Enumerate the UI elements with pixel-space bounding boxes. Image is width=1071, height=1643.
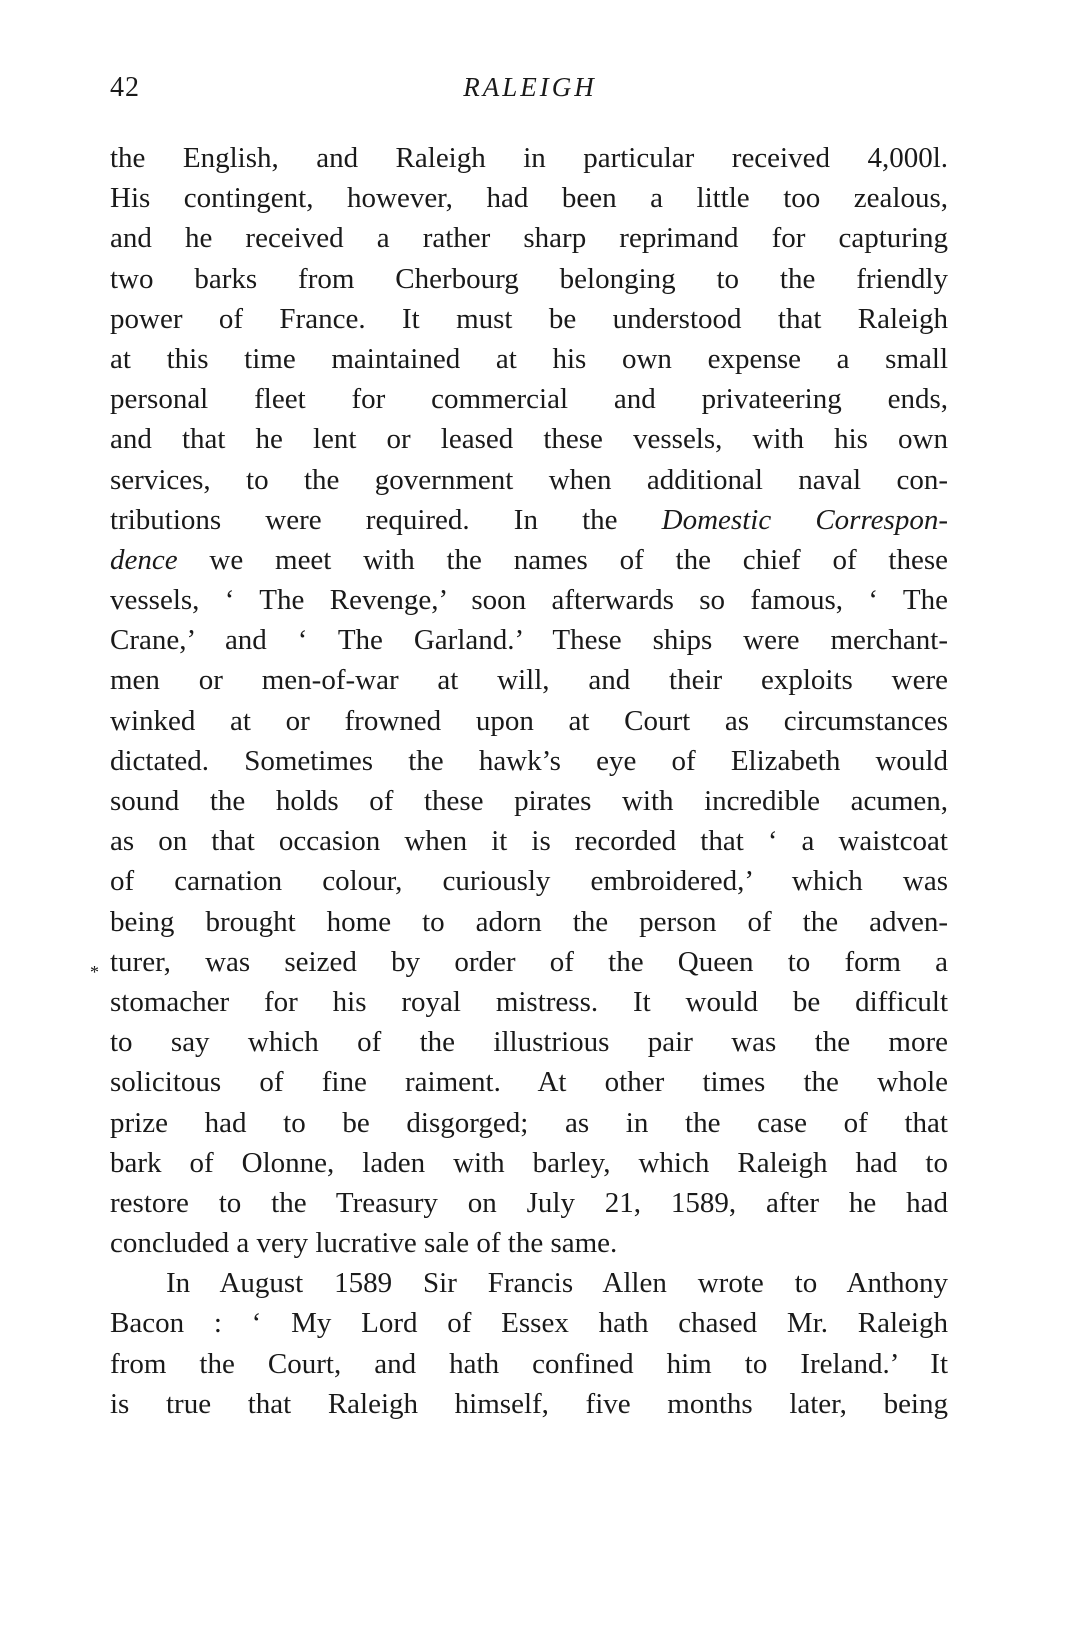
text-line: His contingent, however, had been a little too zealous,	[110, 182, 948, 215]
text-line: In August 1589 Sir Francis Allen wrote to Anthony	[166, 1267, 948, 1300]
text-line: stomacher for his royal mistress. It would be difficult	[110, 985, 948, 1018]
text-segment: we meet with the names of the chief of these	[177, 543, 948, 576]
text-line: as on that occasion when it is recorded that ‘ a waistcoat	[110, 825, 948, 858]
running-head	[110, 72, 950, 112]
text-line: winked at or frowned upon at Court as circumstances	[110, 704, 948, 737]
text-line: of carnation colour, curiously embroidered,’ which was	[110, 865, 948, 898]
text-line: two barks from Cherbourg belonging to the friendly	[110, 262, 948, 295]
text-line: sound the holds of these pirates with incredible acumen,	[110, 785, 948, 817]
text-line-with-title	[110, 500, 948, 540]
page-number: 42	[110, 72, 140, 103]
text-line: is true that Raleigh himself, five months later, being	[110, 1387, 948, 1420]
margin-mark: *	[90, 962, 99, 982]
text-line: personal fleet for commercial and privateering ends,	[110, 383, 948, 416]
text-line: and that he lent or leased these vessels, with his own	[110, 423, 948, 456]
body-text	[110, 138, 948, 1424]
text-line: men or men-of-war at will, and their exploits were	[110, 664, 948, 697]
text-line: the English, and Raleigh in particular received 4,000l.	[110, 142, 948, 174]
text-line: dictated. Sometimes the hawk’s eye of Elizabeth would	[110, 744, 948, 777]
text-line: Bacon : ‘ My Lord of Essex hath chased Mr. Raleigh	[110, 1307, 948, 1340]
text-line: turer, was seized by order of the Queen to form a	[110, 945, 948, 978]
text-line: being brought home to adorn the person of the adven-	[110, 905, 948, 938]
text-line: power of France. It must be understood that Raleigh	[110, 302, 948, 335]
text-line: vessels, ‘ The Revenge,’ soon afterwards so famous, ‘ The	[110, 584, 948, 617]
italic-title: Domestic Correspon-	[661, 503, 948, 536]
text-line: concluded a very lucrative sale of the same.	[110, 1227, 618, 1260]
text-line: from the Court, and hath confined him to Ireland.’ It	[110, 1347, 948, 1380]
italic-title-continued: dence	[110, 543, 178, 576]
text-line: services, to the government when additional naval con-	[110, 463, 948, 496]
text-line: solicitous of fine raiment. At other times the whole	[110, 1066, 948, 1099]
text-line: and he received a rather sharp reprimand for capturing	[110, 222, 948, 255]
text-line: bark of Olonne, laden with barley, which Raleigh had to	[110, 1146, 948, 1179]
text-segment: tributions were required. In the	[110, 503, 662, 536]
text-line: at this time maintained at his own expense a small	[110, 342, 948, 375]
text-line: to say which of the illustrious pair was the more	[110, 1026, 948, 1059]
running-title: RALEIGH	[463, 72, 597, 102]
text-line-with-title	[110, 540, 948, 580]
text-line: prize had to be disgorged; as in the case of that	[110, 1106, 948, 1139]
text-line: Crane,’ and ‘ The Garland.’ These ships were merchant-	[110, 624, 948, 657]
text-line: restore to the Treasury on July 21, 1589, after he had	[110, 1186, 948, 1219]
